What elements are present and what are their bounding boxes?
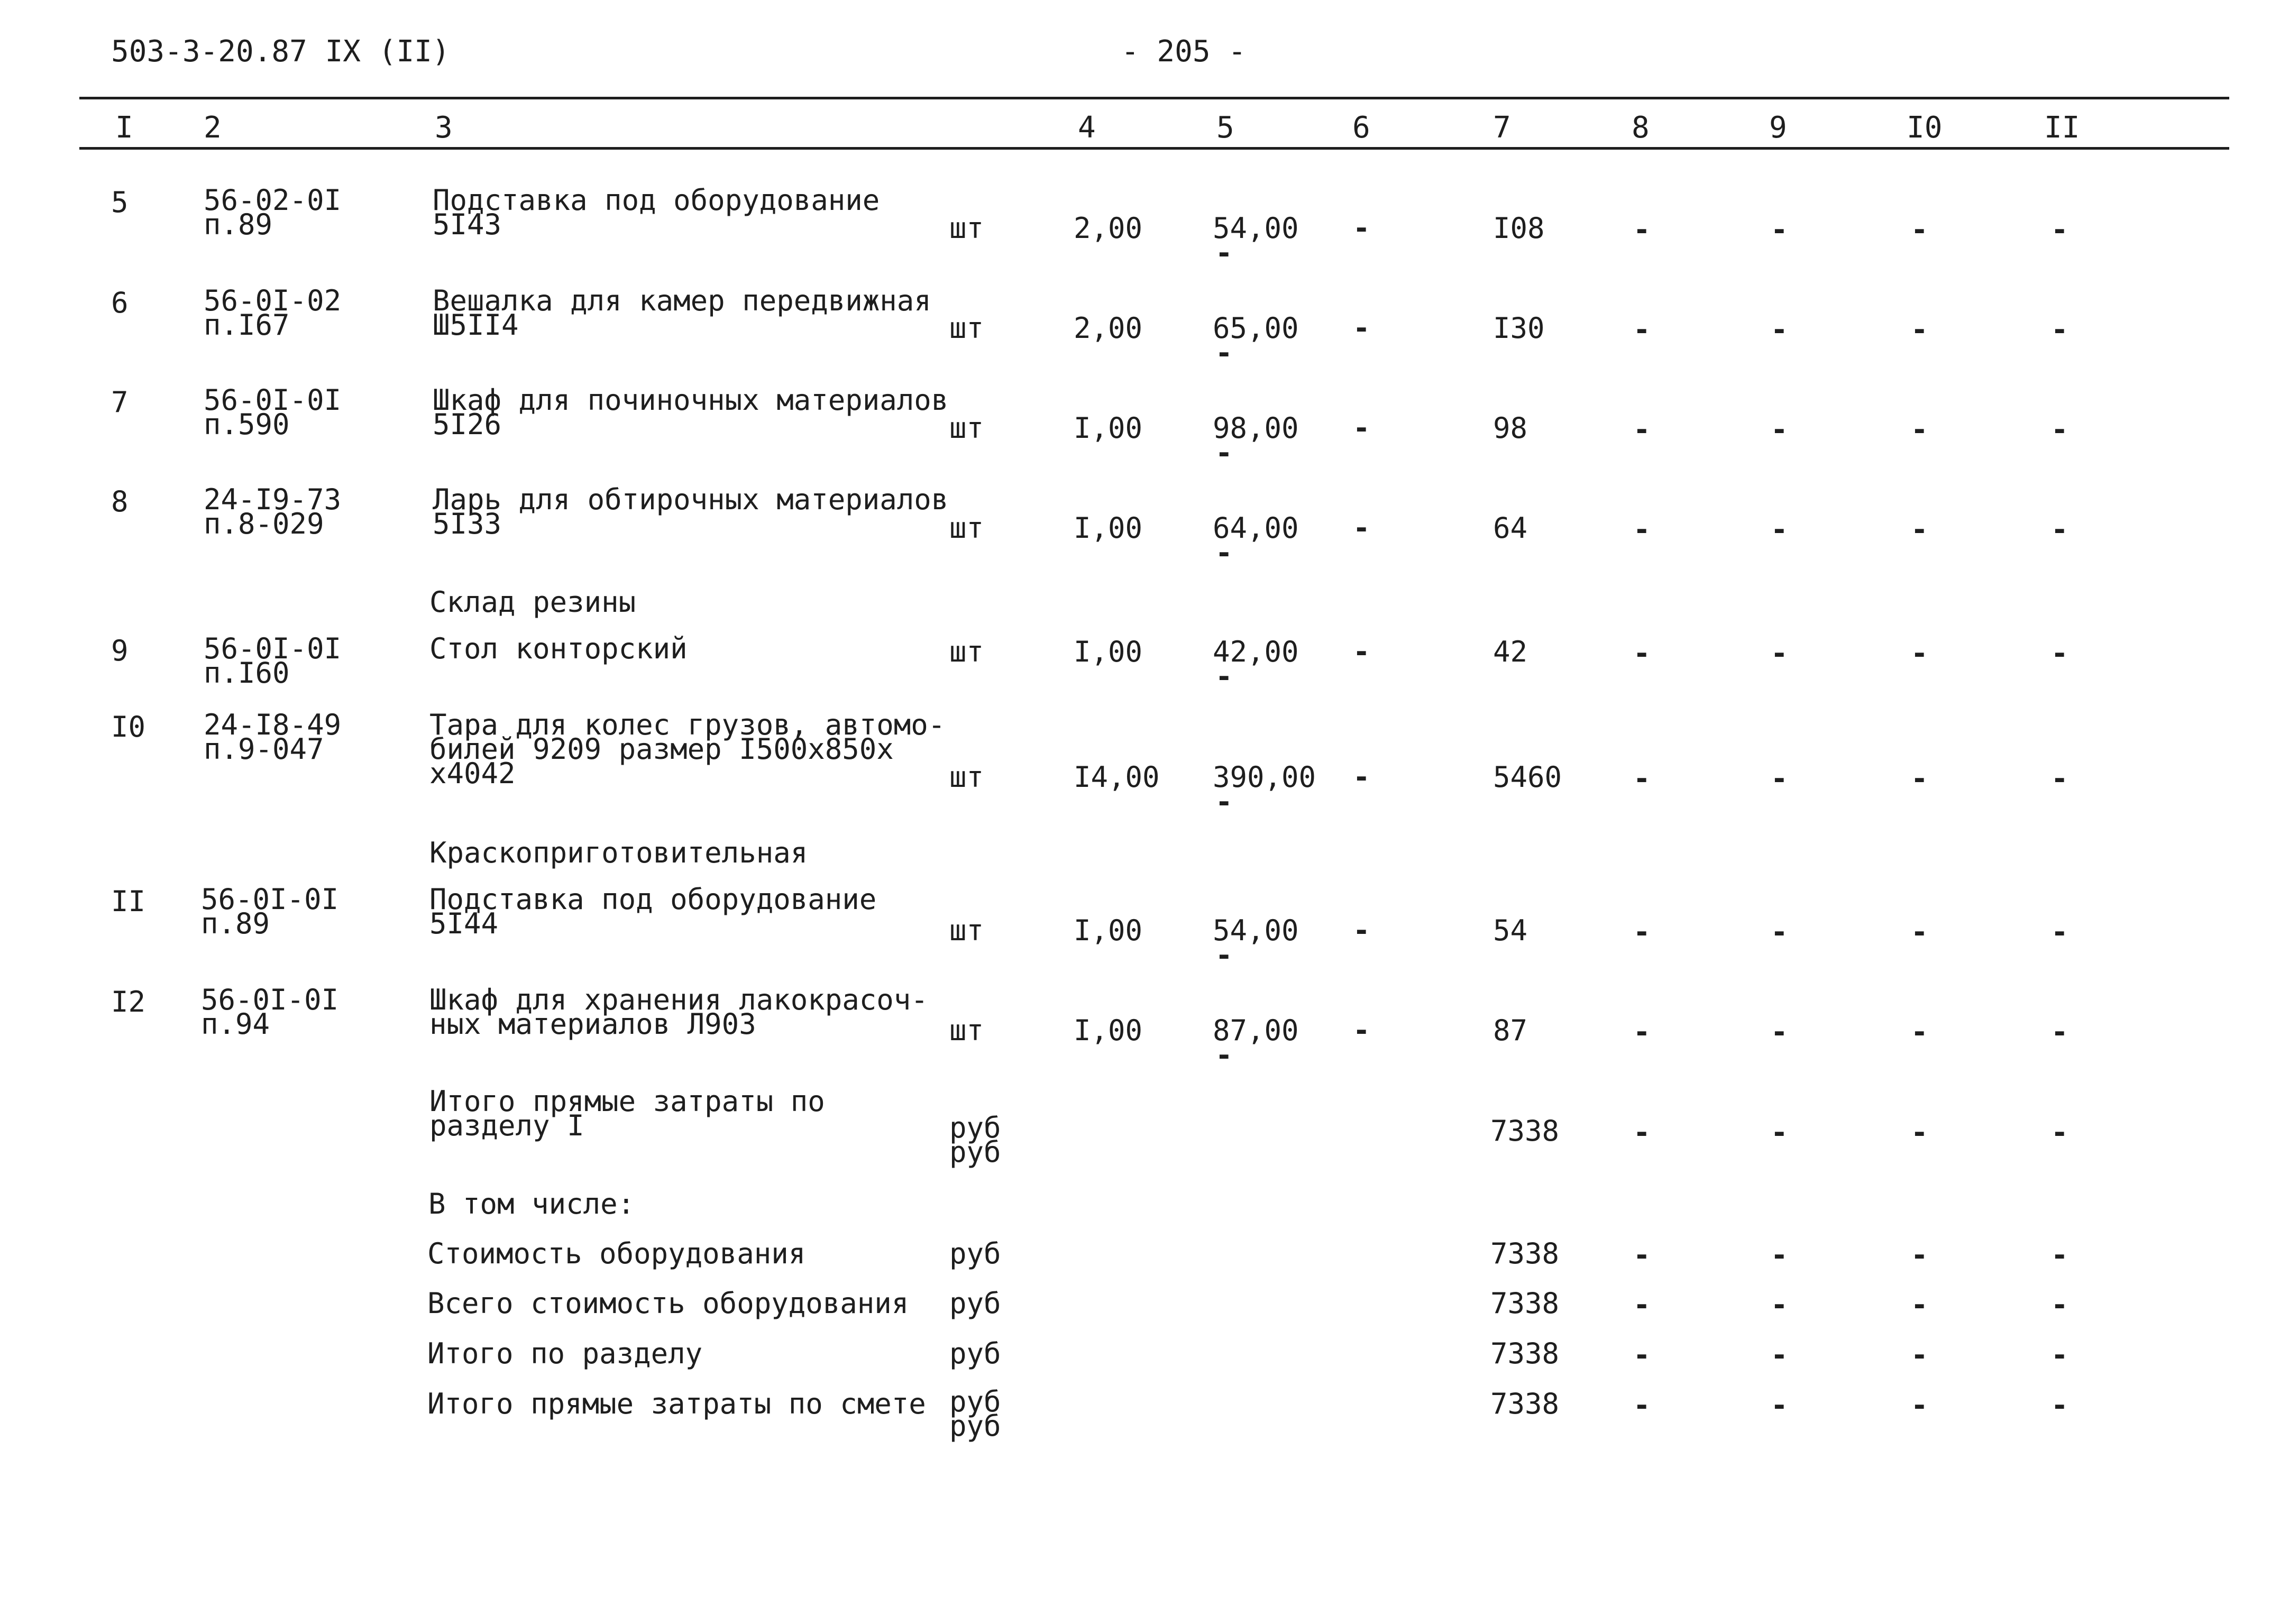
row-col6: - [1353,760,1370,794]
row-code: 56-0I-0I п.89 [201,883,339,940]
row-unit-price: 42,00 [1213,635,1299,668]
header-rule-top [79,97,2229,99]
row-col6: - [1353,635,1370,668]
row-col10: - [1911,915,1928,949]
row-code: 56-0I-0I п.I60 [204,632,342,690]
row-number: 8 [111,485,129,518]
row-item-name: Тара для колес грузов, автомо- билей 9209 размер I500x850x x4042 [429,708,946,790]
subtotal-col8: - [1633,1116,1651,1149]
summary-col8: - [1633,1338,1651,1372]
summary-total: 7338 [1490,1387,1560,1420]
row-col9: - [1771,213,1788,246]
row-unit-price: 54,00 [1213,914,1299,947]
column-header-1: I [115,111,133,145]
row-item-name: Подставка под оборудование 5I43 [433,183,880,241]
column-header-7: 7 [1493,111,1511,145]
column-header-3: 3 [435,111,453,145]
summary-col9: - [1771,1389,1788,1422]
including-label: В том числе: [428,1187,635,1221]
row-item-name: Стол конторский [429,632,688,665]
subtotal-unit: руб руб [949,1111,1001,1169]
row-unit-price: 98,00 [1213,411,1299,445]
row-unit-price: 54,00 [1213,212,1299,245]
row-total: 64 [1493,511,1528,545]
row-col6: - [1353,212,1370,245]
subtotal-total: 7338 [1490,1114,1560,1148]
row-price-mark: - [1215,939,1233,972]
row-total: 5460 [1493,760,1562,794]
row-col9: - [1771,762,1788,795]
row-price-mark: - [1215,660,1233,693]
row-price-mark: - [1215,236,1233,270]
row-col9: - [1771,513,1788,546]
row-price-mark: - [1215,336,1233,370]
row-col8: - [1633,513,1651,546]
row-col8: - [1633,413,1651,446]
summary-col9: - [1771,1338,1788,1372]
document-code: 503-3-20.87 IX (II) [111,34,450,69]
summary-col10: - [1911,1389,1928,1422]
row-col10: - [1911,513,1928,546]
row-col8: - [1633,213,1651,246]
summary-label: Всего стоимость оборудования [427,1287,909,1320]
row-col9: - [1771,1015,1788,1049]
row-item-name: Подставка под оборудование 5I44 [429,883,877,940]
summary-col8: - [1633,1238,1651,1272]
row-price-mark: - [1215,436,1233,470]
row-unit: шт [949,760,984,794]
row-quantity: I,00 [1074,914,1143,947]
summary-col9: - [1771,1238,1788,1272]
row-number: I2 [111,985,146,1019]
subtotal-col10: - [1911,1116,1928,1149]
row-number: 7 [111,386,129,419]
row-col10: - [1911,313,1928,346]
row-col8: - [1633,1015,1651,1049]
row-total: I08 [1493,212,1545,245]
header-rule-bottom [79,147,2229,150]
row-col11: - [2051,213,2068,246]
row-total: 42 [1493,635,1528,668]
row-number: 9 [111,634,129,667]
row-number: II [111,885,146,918]
row-col11: - [2051,313,2068,346]
row-quantity: I,00 [1074,1014,1143,1047]
column-header-8: 8 [1632,111,1650,145]
row-unit: шт [949,311,984,345]
row-code: 56-0I-0I п.590 [204,383,342,441]
summary-unit: руб [949,1237,1001,1270]
row-quantity: 2,00 [1074,311,1143,345]
row-col6: - [1353,511,1370,545]
summary-col10: - [1911,1238,1928,1272]
column-header-9: 9 [1769,111,1787,145]
summary-unit: руб [949,1337,1001,1370]
row-col6: - [1353,914,1370,947]
page-number: - 205 - [1121,34,1247,69]
row-unit-price: 390,00 [1213,760,1316,794]
row-col10: - [1911,213,1928,246]
row-col10: - [1911,413,1928,446]
summary-total: 7338 [1490,1337,1560,1370]
row-code: 56-0I-0I п.94 [201,983,339,1041]
row-unit: шт [949,212,984,245]
row-item-name: Ларь для обтирочных материалов 5I33 [433,483,949,540]
row-price-mark: - [1215,536,1233,570]
row-item-name: Шкаф для хранения лакокрасоч- ных материалов Л903 [429,983,928,1041]
summary-col10: - [1911,1338,1928,1372]
subtotal-label: Итого прямые затраты по разделу I [429,1085,825,1142]
summary-unit: руб [949,1287,1001,1320]
row-quantity: I,00 [1074,411,1143,445]
summary-col11: - [2051,1338,2068,1372]
row-col11: - [2051,413,2068,446]
row-col9: - [1771,413,1788,446]
summary-total: 7338 [1490,1237,1560,1270]
row-quantity: 2,00 [1074,212,1143,245]
row-col10: - [1911,1015,1928,1049]
row-quantity: I,00 [1074,511,1143,545]
row-col11: - [2051,762,2068,795]
row-total: 98 [1493,411,1528,445]
column-header-11: II [2044,111,2080,145]
row-total: I30 [1493,311,1545,345]
row-code: 56-0I-02 п.I67 [204,284,342,342]
row-number: 6 [111,286,129,319]
row-quantity: I,00 [1074,635,1143,668]
row-col8: - [1633,915,1651,949]
row-price-mark: - [1215,785,1233,819]
row-col9: - [1771,637,1788,670]
row-col9: - [1771,915,1788,949]
row-number: 5 [111,186,129,219]
row-number: I0 [111,710,146,744]
row-unit: шт [949,411,984,445]
subtotal-col11: - [2051,1116,2068,1149]
row-col11: - [2051,915,2068,949]
summary-unit: руб руб [949,1385,1001,1443]
row-unit-price: 64,00 [1213,511,1299,545]
summary-label: Итого прямые затраты по смете [427,1387,926,1420]
subtotal-col9: - [1771,1116,1788,1149]
section-title: Склад резины [429,585,636,619]
row-col11: - [2051,513,2068,546]
row-col8: - [1633,762,1651,795]
row-col9: - [1771,313,1788,346]
summary-label: Стоимость оборудования [427,1237,806,1270]
column-header-10: I0 [1907,111,1943,145]
column-header-2: 2 [204,111,222,145]
row-col6: - [1353,311,1370,345]
row-col10: - [1911,762,1928,795]
summary-col8: - [1633,1288,1651,1322]
row-item-name: Вешалка для камер передвижная Ш5II4 [433,284,931,342]
column-header-5: 5 [1216,111,1234,145]
summary-col11: - [2051,1288,2068,1322]
row-col6: - [1353,411,1370,445]
row-unit-price: 65,00 [1213,311,1299,345]
summary-col11: - [2051,1389,2068,1422]
row-unit: шт [949,914,984,947]
row-quantity: I4,00 [1074,760,1160,794]
row-unit-price: 87,00 [1213,1014,1299,1047]
row-item-name: Шкаф для починочных материалов 5I26 [433,383,949,441]
row-total: 87 [1493,1014,1528,1047]
summary-label: Итого по разделу [427,1337,703,1370]
row-price-mark: - [1215,1039,1233,1072]
column-header-6: 6 [1352,111,1370,145]
row-col8: - [1633,313,1651,346]
row-col8: - [1633,637,1651,670]
row-col11: - [2051,637,2068,670]
row-col11: - [2051,1015,2068,1049]
row-code: 24-I8-49 п.9-047 [204,708,342,766]
row-unit: шт [949,635,984,668]
summary-col10: - [1911,1288,1928,1322]
column-header-4: 4 [1078,111,1096,145]
row-unit: шт [949,1014,984,1047]
row-total: 54 [1493,914,1528,947]
row-col10: - [1911,637,1928,670]
row-col6: - [1353,1014,1370,1047]
row-code: 56-02-0I п.89 [204,183,342,241]
row-code: 24-I9-73 п.8-029 [204,483,342,540]
row-unit: шт [949,511,984,545]
summary-col8: - [1633,1389,1651,1422]
summary-col11: - [2051,1238,2068,1272]
section-title: Краскоприготовительная [429,836,808,869]
summary-total: 7338 [1490,1287,1560,1320]
summary-col9: - [1771,1288,1788,1322]
